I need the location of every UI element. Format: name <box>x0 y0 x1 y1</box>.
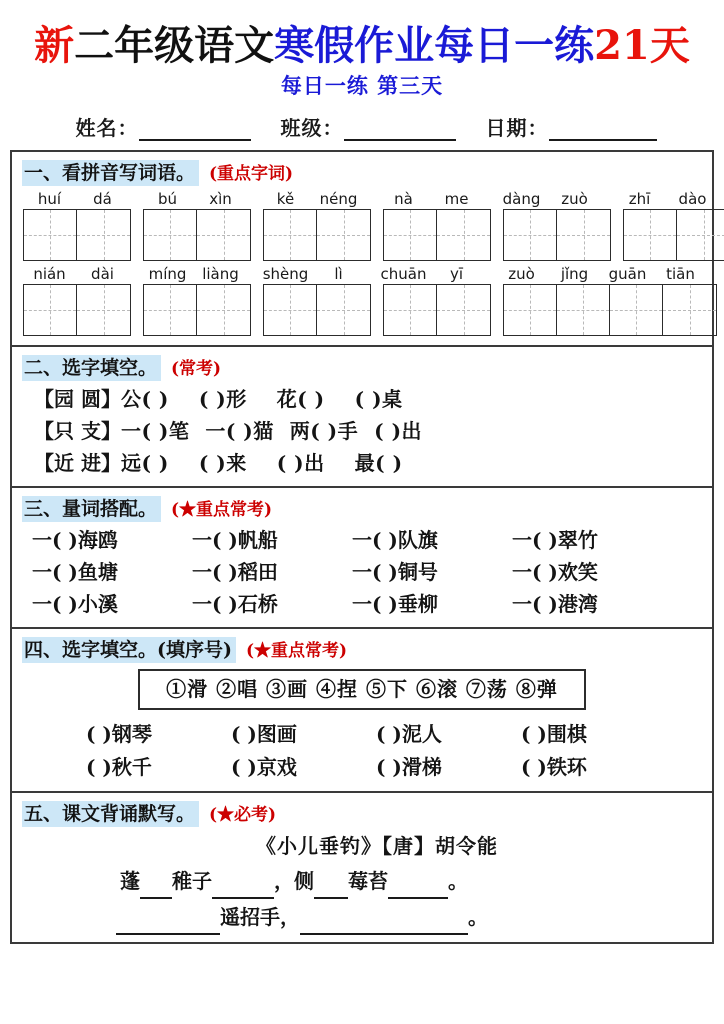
fill-order-item[interactable]: ( )京戏 <box>231 755 297 779</box>
choice-line <box>20 447 704 479</box>
choice-bracket: 【近 进】 <box>34 451 121 475</box>
name-label: 姓名： <box>75 116 139 140</box>
pinyin-group <box>377 189 483 209</box>
page-title <box>10 22 714 70</box>
pinyin-syllable: huí <box>37 190 62 208</box>
pinyin-group <box>141 189 247 209</box>
choice-blank-item[interactable]: 两( )手 <box>289 419 359 443</box>
section-4-header <box>22 636 704 663</box>
tianzige-cell[interactable] <box>197 285 250 335</box>
choice-blank-item[interactable]: ( )形 <box>198 387 247 411</box>
pinyin-group <box>259 189 365 209</box>
choice-blank-item[interactable]: ( )来 <box>198 451 247 475</box>
tianzige-group[interactable] <box>23 209 131 261</box>
choice-blank-item[interactable]: ( )出 <box>374 419 423 443</box>
section-3-title: 三、量词搭配。 <box>22 496 161 522</box>
section-5-header <box>22 800 704 827</box>
section-5 <box>12 793 712 942</box>
tianzige-cell[interactable] <box>624 210 677 260</box>
poem-blank[interactable] <box>300 911 468 935</box>
section-1 <box>12 152 712 347</box>
fill-order-item[interactable]: ( )泥人 <box>376 722 442 746</box>
tianzige-cell[interactable] <box>77 210 130 260</box>
poem-blank[interactable] <box>314 875 348 899</box>
tianzige-group[interactable] <box>143 209 251 261</box>
pinyin-group <box>23 264 129 284</box>
pinyin-text-row-2 <box>20 264 704 284</box>
pinyin-syllable: tiān <box>666 265 695 283</box>
pinyin-syllable: dá <box>93 190 112 208</box>
quantifier-row <box>20 524 704 556</box>
pinyin-syllable: xìn <box>209 190 232 208</box>
fill-order-item[interactable]: ( )秋千 <box>86 755 152 779</box>
pinyin-syllable: néng <box>319 190 358 208</box>
section-4 <box>12 629 712 793</box>
title-part-1: 新 <box>34 22 75 69</box>
poem-blank[interactable] <box>388 875 448 899</box>
tianzige-group[interactable] <box>263 209 371 261</box>
pinyin-syllable: guān <box>608 265 647 283</box>
pinyin-syllable: bú <box>157 190 178 208</box>
tianzige-cell[interactable] <box>264 285 317 335</box>
option-bank-box: ①滑 ②唱 ③画 ④捏 ⑤下 ⑥滚 ⑦荡 ⑧弹 <box>138 669 586 710</box>
section-4-title: 四、选字填空。(填序号) <box>22 637 236 663</box>
tianzige-cell[interactable] <box>144 285 197 335</box>
choice-blank-item[interactable]: 一( )猫 <box>205 419 274 443</box>
tianzige-group[interactable] <box>263 284 371 336</box>
section-5-title: 五、课文背诵默写。 <box>22 801 199 827</box>
fill-order-item[interactable]: ( )滑梯 <box>376 755 442 779</box>
poem-text: ，侧 <box>274 869 314 893</box>
choice-bracket: 【园 圆】 <box>34 387 121 411</box>
tianzige-cell[interactable] <box>504 285 557 335</box>
pinyin-group <box>495 189 601 209</box>
fill-order-item[interactable]: ( )铁环 <box>521 755 587 779</box>
writing-grid-row-2 <box>20 284 704 336</box>
pinyin-syllable: nà <box>394 190 413 208</box>
poem-blank[interactable] <box>140 875 172 899</box>
pinyin-syllable: dào <box>678 190 707 208</box>
choice-line <box>20 383 704 415</box>
tianzige-group[interactable] <box>503 209 611 261</box>
quantifier-item[interactable]: 一( )小溪 <box>32 592 118 616</box>
pinyin-syllable: lì <box>334 265 343 283</box>
pinyin-group <box>495 264 707 284</box>
choice-blank-item[interactable]: ( )出 <box>276 451 325 475</box>
pinyin-text-row-1 <box>20 189 707 209</box>
poem-text: 莓苔 <box>348 869 388 893</box>
pinyin-syllable: yī <box>449 265 464 283</box>
section-2-title: 二、选字填空。 <box>22 355 161 381</box>
tianzige-group[interactable] <box>503 284 717 336</box>
section-4-tag: (★重点常考) <box>245 641 348 661</box>
writing-grid-row-1 <box>20 209 704 261</box>
date-input-line[interactable] <box>549 119 657 141</box>
tianzige-cell[interactable] <box>317 285 370 335</box>
quantifier-item[interactable]: 一( )石桥 <box>192 592 278 616</box>
pinyin-syllable: liàng <box>202 265 239 283</box>
pinyin-group <box>23 189 129 209</box>
tianzige-group[interactable] <box>383 284 491 336</box>
poem-text: 蓬 <box>120 869 140 893</box>
fill-order-item[interactable]: ( )图画 <box>231 722 297 746</box>
tianzige-cell[interactable] <box>437 210 490 260</box>
tianzige-cell[interactable] <box>24 210 77 260</box>
page-subtitle: 每日一练 第三天 <box>280 73 444 98</box>
pinyin-syllable: me <box>444 190 469 208</box>
pinyin-syllable: zuò <box>508 265 535 283</box>
pinyin-syllable: míng <box>148 265 187 283</box>
poem-blank[interactable] <box>116 911 220 935</box>
tianzige-group[interactable] <box>143 284 251 336</box>
pinyin-syllable: chuān <box>380 265 427 283</box>
pinyin-syllable: nián <box>33 265 66 283</box>
pinyin-syllable: dài <box>91 265 114 283</box>
class-input-line[interactable] <box>344 119 456 141</box>
pinyin-syllable: kě <box>276 190 295 208</box>
tianzige-cell[interactable] <box>610 285 663 335</box>
name-field-group <box>76 112 251 141</box>
choice-blank-item[interactable]: 花( ) <box>276 387 325 411</box>
pinyin-syllable: shèng <box>262 265 309 283</box>
pinyin-syllable: zuò <box>561 190 588 208</box>
title-part-2: 二年级语文 <box>74 22 275 69</box>
section-2-header <box>22 354 704 381</box>
tianzige-cell[interactable] <box>663 285 716 335</box>
poem-text: 。 <box>468 905 488 929</box>
tianzige-cell[interactable] <box>677 210 724 260</box>
title-part-3: 寒假作业每日一练 <box>274 22 595 69</box>
pinyin-syllable: jǐng <box>560 265 589 283</box>
poem-text: 稚子 <box>172 869 212 893</box>
pinyin-block-row-2 <box>20 264 704 336</box>
pinyin-group <box>141 264 247 284</box>
quantifier-item[interactable]: 一( )港湾 <box>512 592 598 616</box>
title-part-4: 21天 <box>594 22 690 69</box>
section-1-header <box>22 159 704 186</box>
tianzige-cell[interactable] <box>384 285 437 335</box>
quantifier-row <box>20 556 704 588</box>
quantifier-item[interactable]: 一( )稻田 <box>192 560 278 584</box>
quantifier-item[interactable]: 一( )帆船 <box>192 528 278 552</box>
fill-order-item[interactable]: ( )围棋 <box>521 722 587 746</box>
tianzige-group[interactable] <box>623 209 724 261</box>
section-1-title: 一、看拼音写词语。 <box>22 160 199 186</box>
pinyin-syllable: dàng <box>502 190 541 208</box>
tianzige-cell[interactable] <box>144 210 197 260</box>
section-1-tag: (重点字词) <box>209 164 294 184</box>
class-label: 班级： <box>280 116 344 140</box>
tianzige-cell[interactable] <box>557 210 610 260</box>
tianzige-group[interactable] <box>383 209 491 261</box>
fill-order-row <box>20 751 704 784</box>
choice-blank-item[interactable]: 一( )笔 <box>120 419 190 443</box>
quantifier-item[interactable]: 一( )铜号 <box>352 560 438 584</box>
tianzige-cell[interactable] <box>557 285 610 335</box>
choice-blank-item[interactable]: 远( ) <box>120 451 169 475</box>
name-input-line[interactable] <box>139 119 251 141</box>
pinyin-block-row-1 <box>20 189 707 261</box>
choice-blank-item[interactable]: ( )桌 <box>354 387 403 411</box>
pinyin-syllable: zhī <box>628 190 651 208</box>
exercise-frame <box>10 150 714 944</box>
tianzige-cell[interactable] <box>24 285 77 335</box>
date-label: 日期： <box>485 116 549 140</box>
pinyin-group <box>613 189 719 209</box>
choice-bracket: 【只 支】 <box>34 419 121 443</box>
section-2 <box>12 347 712 488</box>
class-field-group <box>281 112 456 141</box>
tianzige-cell[interactable] <box>317 210 370 260</box>
quantifier-item[interactable]: 一( )鱼塘 <box>32 560 118 584</box>
section-3 <box>12 488 712 629</box>
quantifier-item[interactable]: 一( )翠竹 <box>512 528 598 552</box>
quantifier-item[interactable]: 一( )海鸥 <box>32 528 118 552</box>
section-3-tag: (★重点常考) <box>171 500 273 520</box>
pinyin-group <box>259 264 365 284</box>
fill-order-item[interactable]: ( )钢琴 <box>86 722 152 746</box>
section-3-header <box>22 495 704 522</box>
quantifier-item[interactable]: 一( )欢笑 <box>512 560 598 584</box>
quantifier-item[interactable]: 一( )队旗 <box>352 528 438 552</box>
fill-order-row <box>20 718 704 751</box>
tianzige-cell[interactable] <box>504 210 557 260</box>
student-info-row <box>10 112 714 141</box>
section-2-tag: (常考) <box>171 359 222 379</box>
poem-text: 遥招手， <box>220 905 300 929</box>
tianzige-cell[interactable] <box>437 285 490 335</box>
tianzige-cell[interactable] <box>384 210 437 260</box>
tianzige-cell[interactable] <box>77 285 130 335</box>
choice-blank-item[interactable]: 公( ) <box>120 387 169 411</box>
tianzige-group[interactable] <box>23 284 131 336</box>
choice-line <box>20 415 704 447</box>
date-field-group <box>486 112 657 141</box>
pinyin-group <box>377 264 483 284</box>
quantifier-item[interactable]: 一( )垂柳 <box>352 592 438 616</box>
poem-title: 《小儿垂钓》【唐】胡令能 <box>256 834 498 858</box>
choice-blank-item[interactable]: 最( ) <box>354 451 403 475</box>
section-5-tag: (★必考) <box>209 805 277 825</box>
quantifier-row <box>20 588 704 620</box>
worksheet-header <box>10 22 714 141</box>
poem-blank[interactable] <box>212 875 274 899</box>
tianzige-cell[interactable] <box>197 210 250 260</box>
poem-line-2 <box>20 899 704 935</box>
tianzige-cell[interactable] <box>264 210 317 260</box>
poem-line-1 <box>20 863 704 899</box>
poem-text: 。 <box>448 869 468 893</box>
